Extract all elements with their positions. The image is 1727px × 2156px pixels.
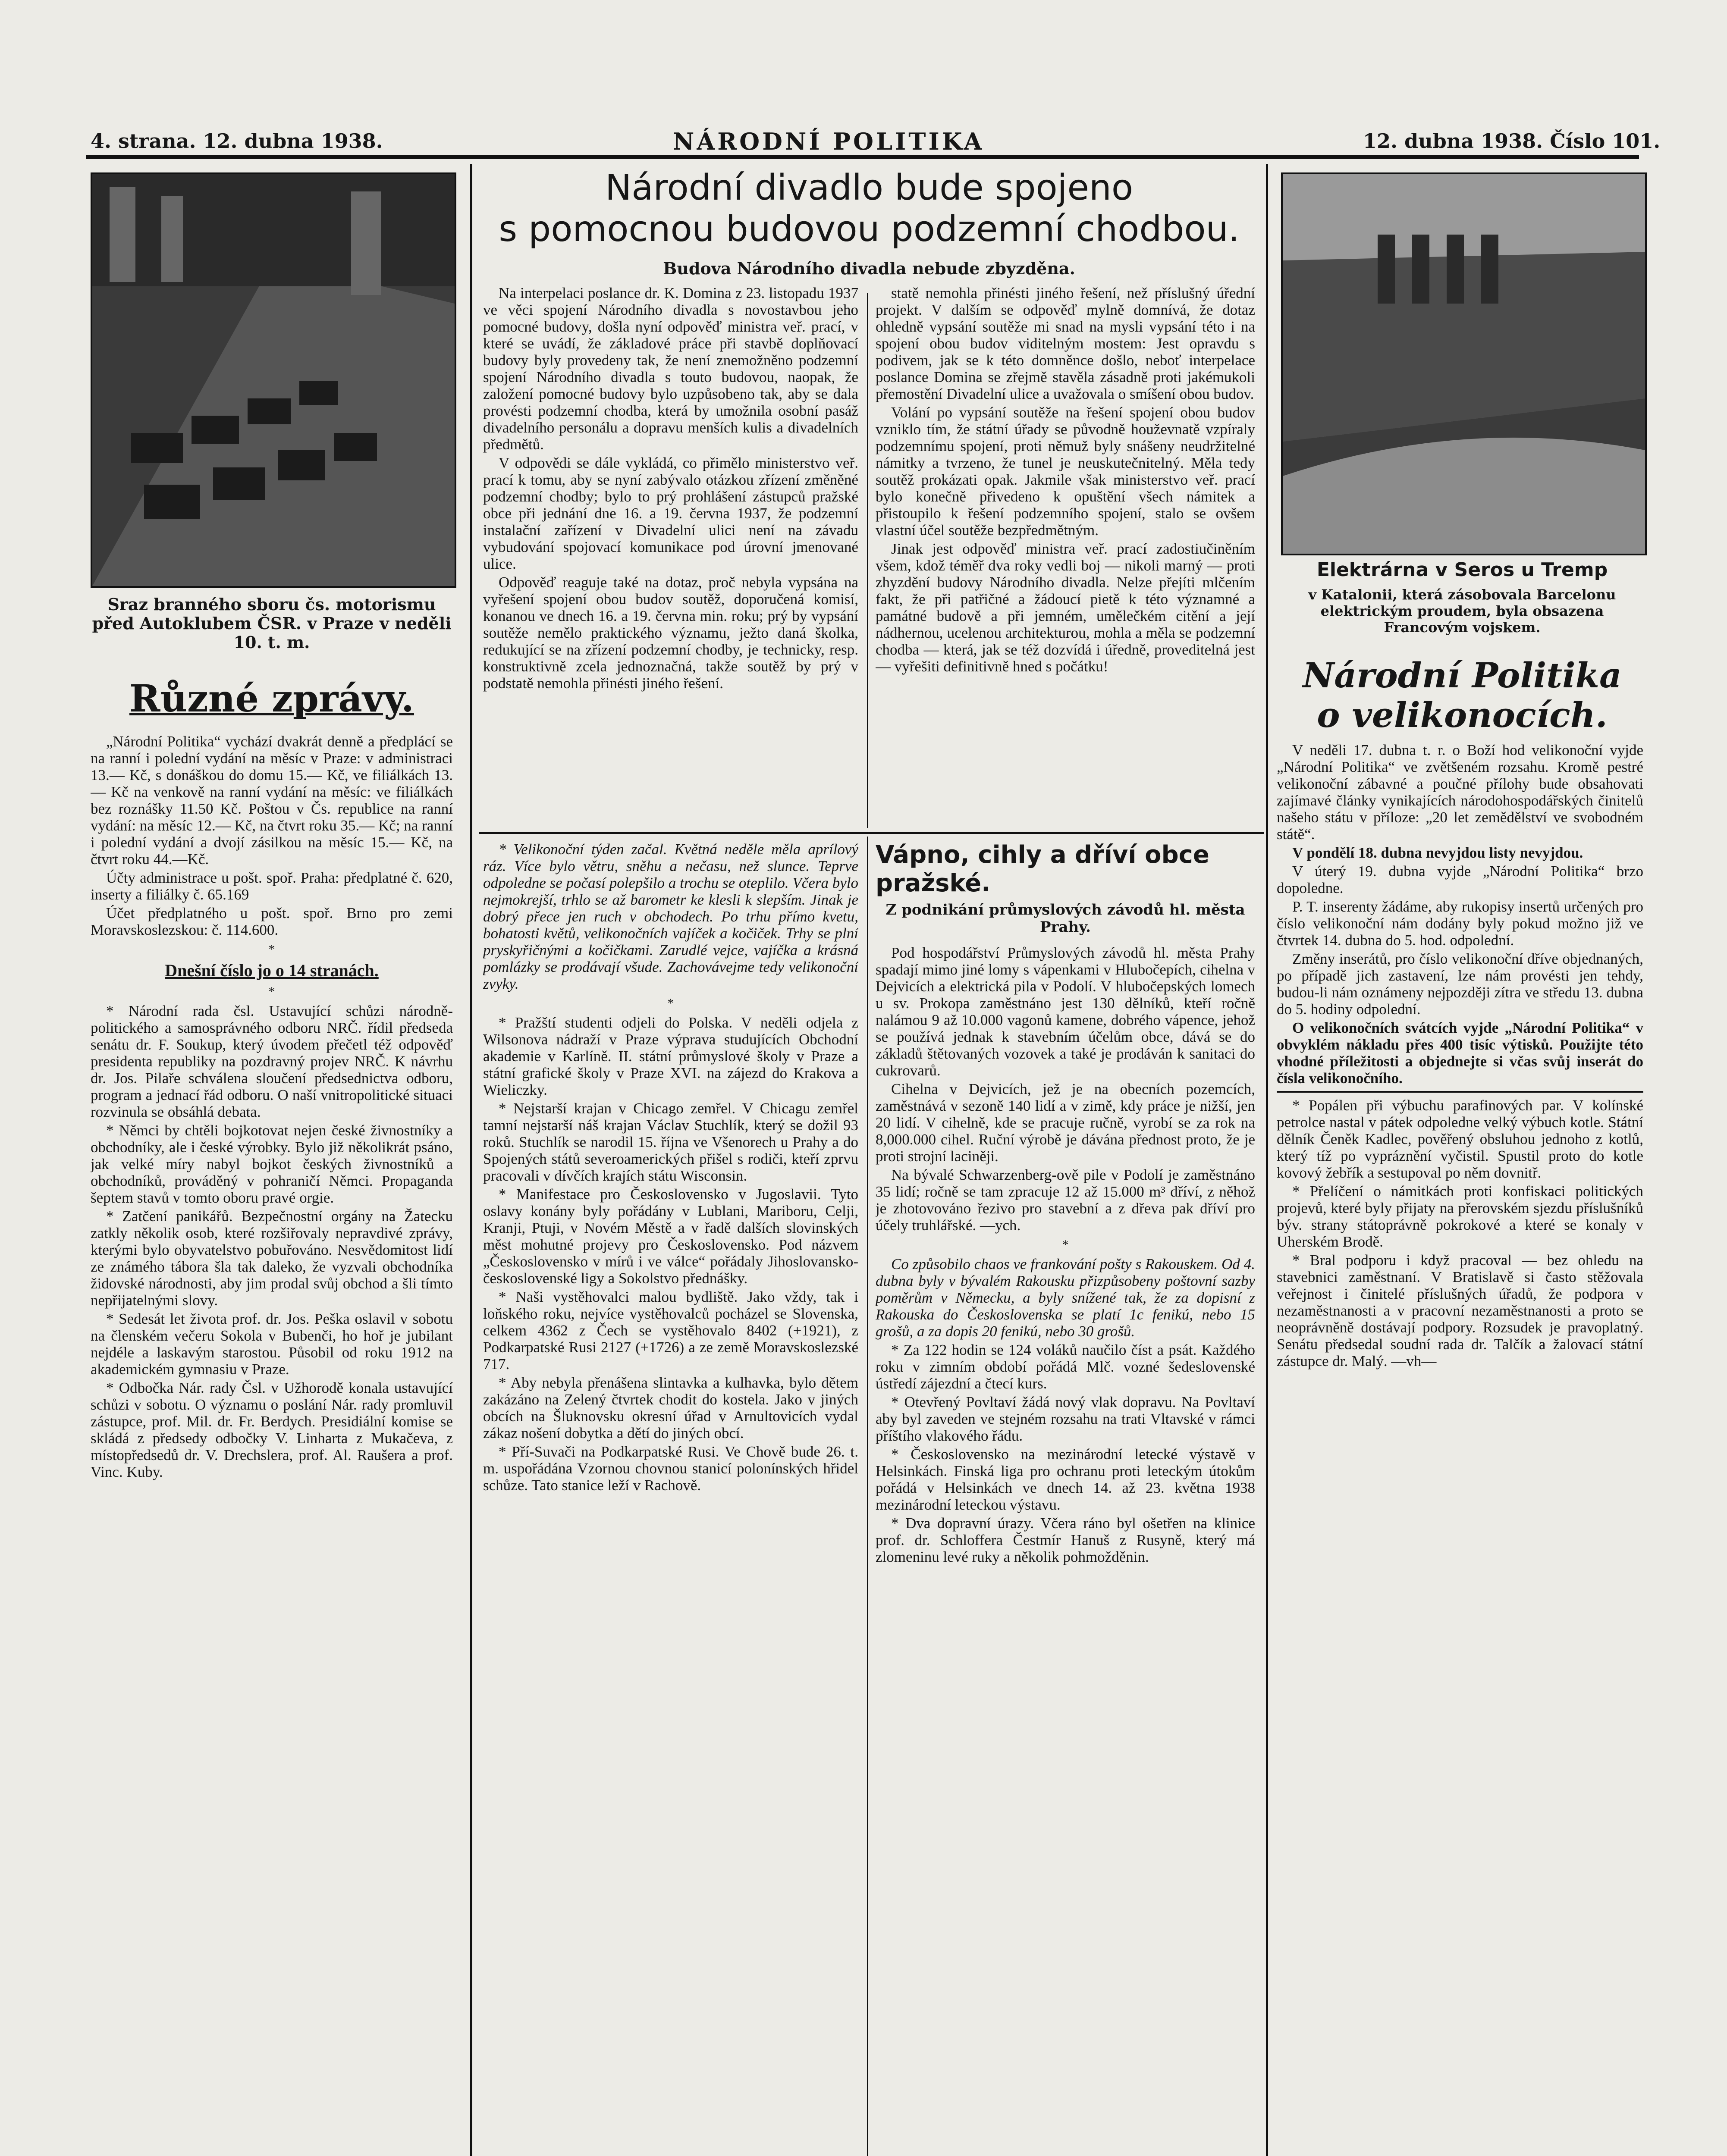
news-item: * Bral podporu i když pracoval — bez ohledu na stavebnici zaměstnaní. V Bratislavě si často stěžovala veřejnost i činitelé příslušných úřadů, že podpora v nezaměstnanosti a v pracovní nezaměstnanosti a proto se neoprávněně dostávají podpory. Rozsudek je pravoplatný. Senátu předsedal soudní rada dr. Talčík a žalovací státní zástupce dr. Malý. —vh— xyxy=(1277,1252,1643,1369)
center-lower-col-b xyxy=(876,944,1255,2156)
brno-account: Účet předplatného u pošt. spoř. Brno pro zemi Moravskoslezskou: č. 114.600. xyxy=(91,905,453,938)
divadlo-col-a xyxy=(483,285,858,828)
article-paragraph: Volání po vypsání soutěže na řešení spojení obou budov vzniklo tím, že státní úřady se původně houževnatě vzpíraly podzemnímu spojení, proti němuž byly snášeny neudržitelné námitky a tvrzeno, že tunel je neuskutečnitelný. Měla tedy soutěž prokázati opak. Jakmile však ministerstvo veř. prací bylo konečně přivedeno k opuštění všech námitek a přistoupilo k řešení podzemního spojení, stalo se ovšem vlastní účel soutěže bezpředmětným. xyxy=(876,404,1255,539)
subscription-info: „Národní Politika“ vychází dvakrát denně a předplácí se na ranní i polední vydání na měsíc v Praze: v administraci 13.— Kč, s donáškou do domu 15.— Kč, ve filiálkách 13.— Kč na venkově na ranní vydání na měsíc: ve filiálkách bez roznášky 11.50 Kč. Poštou v Čs. republice na ranní vydání: na měsíc 12.— Kč, na čtvrt roku 35.— Kč; na ranní i polední vydání a dvojí zásilkou na měsíc 15.— Kč, na čtvrt roku 44.—Kč. xyxy=(91,733,453,868)
news-item: * Československo na mezinárodní letecké výstavě v Helsinkách. Finská liga pro ochranu proti leteckým útokům pořádá v Helsinkách ve dnech 14. až 23. května 1938 mezinárodní leteckou výstavu. xyxy=(876,1446,1255,1513)
article-headline-2: s pomocnou budovou podzemní chodbou. xyxy=(499,209,1240,250)
news-item: Co způsobilo chaos ve frankování pošty s Rakouskem. Od 4. dubna byly v bývalém Rakousku přizpůsobeny poštovní sazby poměrům v Německu, a byly snížené tak, že za dopisní z Rakouska do Československa se platí 1c fenikú, nebo 15 grošů, a za dopis 20 fenikú, nebo 30 grošů. xyxy=(876,1256,1255,1340)
np-notice: P. T. inserenty žádáme, aby rukopisy insertů určených pro číslo velikonoční nám dodány byly pokud možno již ve čtvrtek 14. dubna do 5. hod. odpolední. xyxy=(1277,898,1643,949)
news-item: * Zatčení panikářů. Bezpečnostní orgány na Žatecku zatkly několik osob, které rozšiřovaly nepravdivé zprávy, kterými bylo obyvatelstvo pobuřováno. Nesvědomitost lidí ze známého tábora šla tak daleko, že vyzvali obchodníka židovské národnosti, aby jim prodal svůj obchod a šli tímto nepřijatelnými slovy. xyxy=(91,1208,453,1309)
article-paragraph: statě nemohla přinésti jiného řešení, než příslušný úřední projekt. V dalším se odpověď mylně domnívá, že dotaz ohledně vypsání soutěže mi snad na mysli vypsání této i na spojení obou budov viditelným mostem: Jest opravdu s podivem, jak se k této domněnce došlo, neboť interpelace poslance Domina se zřejmě stavěla zásadně proti jakémukoli přemostění Divadelní ulice a uvažovala o smíšení obou budov. xyxy=(876,285,1255,402)
header-rule xyxy=(86,155,1639,159)
news-item: * Aby nebyla přenášena slintavka a kulhavka, bylo dětem zakázáno na Zelený čtvrtek chodit do kostela. Jako v jiných obcích na Šluknovsku okresní úřad v Arnultovicích vydal zákaz nošení dobytka a dětí do jiných obcí. xyxy=(483,1374,858,1442)
vapno-subtitle: Z podnikání průmyslových závodů hl. města Prahy. xyxy=(885,901,1245,936)
issue-date-number: 12. dubna 1938. Číslo 101. xyxy=(1363,129,1661,153)
column-rule-center xyxy=(867,293,868,828)
news-item: * Přelíčení o námitkách proti konfiskaci politických projevů, které byly přijaty na přerovském sjezdu příslušníků býv. strany státoprávně pokrokové a které se konaly v Uherském Brodě. xyxy=(1277,1183,1643,1250)
news-item: * Pražští studenti odjeli do Polska. V neděli odjela z Wilsonova nádraží v Praze výprava studujících Obchodní akademie v Karlíně. II. státní průmyslové školy v Praze a státní grafické školy v Praze XVI. na zájezd do Krakova a Wieliczky. xyxy=(483,1014,858,1098)
news-item: * Otevřený Povltaví žádá nový vlak dopravu. Na Povltaví aby byl zaveden ve stejném rozsahu na trati Vltavské v rámci příštího vlakového řádu. xyxy=(876,1394,1255,1444)
vapno-paragraph: Na bývalé Schwarzenberg-ově pile v Podolí je zaměstnáno 35 lidí; ročně se tam zpracuje 12 až 15.000 m³ dříví, z něhož je zhotovováno řezivo pro stavební a z dřeva pak dříví pro účely truhlářské. —ych. xyxy=(876,1166,1255,1234)
power-plant-caption: v Katalonii, která zásobovala Barcelonu elektrickým proudem, byla obsazena Francovým vojskem. xyxy=(1308,586,1616,636)
article-subheadline: Budova Národního divadla nebude zbyzděna. xyxy=(663,259,1075,278)
separator: * xyxy=(268,984,275,999)
article-paragraph: V odpovědi se dále vykládá, co přimělo ministerstvo veř. prací k tomu, aby se nyní zabývalo otázkou zřízení změněné podzemní chodby; bylo to prý prohlášení zástupců pražské obce při jednání dne 16. a 19. června 1937, že podzemní instalační zařízení v Divadelní ulici není na závadu vybudování spojovací komunikace pod úrovní jmenované ulice. xyxy=(483,454,858,572)
article-paragraph: Odpověď reaguje také na dotaz, proč nebyla vypsána na vyřešení spojení obou budov soutěž, doporučená komisí, konanou ve dnech 16. a 19. června min. roku; prý by vypsání soutěže nemělo praktického významu, ježto daná školka, redukující se na zřízení podzemní chodby, je technicky, resp. konstruktivně zcela jednoznačná, takže soutěž by prý v podstatě nemohla přinésti jiného řešení. xyxy=(483,574,858,692)
news-item: * Pří-Suvači na Podkarpatské Rusi. Ve Chově bude 26. t. m. uspořádána Vzornou chovnou stanicí polonínských hřidel schůze. Tato stanice leží v Rachově. xyxy=(483,1443,858,1494)
np-notice: V pondělí 18. dubna nevyjdou listy nevyjdou. xyxy=(1292,844,1583,861)
rally-image xyxy=(92,174,455,586)
news-item: * Němci by chtěli bojkotovat nejen české živnostníky a obchodníky, ale i české výrobky. Bylo již několikrát psáno, jak velké míry nabyl bojkot českých živnostníků a obchodníků, prováděný v pohraničí Němci. Propaganda šeptem stavů v tomto oboru pravé orgie. xyxy=(91,1122,453,1206)
column-rule-right xyxy=(1266,164,1268,2156)
article-paragraph: Jinak jest odpověď ministra veř. prací zadostiučiněním všem, kdož téměř dva roky vedli boj — nikoli marný — proti zhyzdění budovy Národního divadla. Nelze přejíti mlčením fakt, že při patřičné a žádoucí pietě k této významné a památné budově a při jemném, umělečkém citění a její nádhernou, ucelenou architekturou, mohla a měla se podzemní chodba — která, jak se též dozvídá i úředně, proveditelná jest — vyřešiti definitivně hned s počátku! xyxy=(876,540,1255,675)
photo-caption-rally: Sraz branného sboru čs. motorismu před Autoklubem ČSR. v Praze v neděli 10. t. m. xyxy=(92,595,452,652)
news-item: * Popálen při výbuchu parafinových par. V kolínské petrolce nastal v pátek odpoledne velký výbuch kotle. Státní dělník Čeněk Kadlec, pověřený obsluhou jednoho z kotlů, který tíž po vypráznění vyčistil. Spustil proto do kotle kovový žebřík a sestupoval po něm dovnitř. xyxy=(1277,1097,1643,1181)
vapno-paragraph: Cihelna v Dejvicích, jež je na obecních pozemcích, zaměstnává v sezoně 140 lidí a v zimě, kdy práce je nižší, jen 20 lidí. V cihelně, kde se pracuje ručně, vyrobí se za rok na 8,000.000 cihel. Ruční výrobě je dávána přednost proto, že je proti strojní laciněji. xyxy=(876,1081,1255,1165)
news-item: * Za 122 hodin se 124 voláků naučilo číst a psát. Každého roku v zimním období pořádá Mlč. vozné šedeslovenské ústředí zájezdní a čtecí kurs. xyxy=(876,1341,1255,1392)
admin-accounts: Účty administrace u pošt. spoř. Praha: předplatné č. 620, inserty a filiálky č. 65.169 xyxy=(91,869,453,903)
news-item: * Národní rada čsl. Ustavující schůzi národně-politického a samosprávného odboru NRČ. řídil předseda senátu dr. F. Soukup, který úvodem přečetl též odpověď presidenta republiky na pozdravný projev NRČ. K návrhu dr. Jos. Pilaře schválena sloučení předsednictva odboru, program a jednací řád odboru. O naší vnitropolitické situaci rozvinula se obsáhlá debata. xyxy=(91,1003,453,1120)
np-notice: V úterý 19. dubna vyjde „Národní Politika“ brzo dopoledne. xyxy=(1277,863,1643,896)
power-plant-caption-title: Elektrárna v Seros u Tremp xyxy=(1316,559,1608,581)
column-rule-center-lower xyxy=(867,837,868,2156)
news-item: * Manifestace pro Československo v Jugoslavii. Tyto oslavy konány byly pořádány v Lublani, Mariboru, Celji, Kranji, Ptuji, v Novém Městě a v řadě dalších slovinských měst mohutné projevy pro Československo. Pod názvem „Československo v mírů i ve válce“ pořádaly Jihoslovansko-československé ligy a Sokolstvo přednášky. xyxy=(483,1186,858,1287)
page-number-date: 4. strana. 12. dubna 1938. xyxy=(91,129,383,153)
news-item: * Nejstarší krajan v Chicago zemřel. V Chicagu zemřel tamní nejstarší náš krajan Václav Stuchlík, který se dožil 93 roků. Stuchlík se narodil 15. října ve Všenorech u Prahy a do Spojených států severoamerických přišel s rodiči, kteří zprvu pracovali v dívčích krajích státu Wisconsin. xyxy=(483,1100,858,1184)
article-headline-1: Národní divadlo bude spojeno xyxy=(605,167,1134,208)
left-column-text xyxy=(91,733,453,2156)
separator: * xyxy=(667,996,674,1010)
masthead: NÁRODNÍ POLITIKA xyxy=(673,128,985,155)
separator: * xyxy=(268,942,275,956)
center-lower-col-a xyxy=(483,841,858,2156)
article-bottom-rule xyxy=(479,832,1264,834)
photo-motorism-rally xyxy=(91,172,456,588)
pages-notice: Dnešní číslo jo o 14 stranách. xyxy=(165,961,379,980)
np-easter-title-1: Národní Politika xyxy=(1303,655,1622,696)
vapno-paragraph: Pod hospodářství Průmyslových závodů hl. města Prahy spadají mimo jiné lomy s vápenkami v Hlubočepích, cihelna v Dejvicích a elektrická pila v Podolí. V hlubočepských lomech u sv. Prokopa zaměstnáno jest 130 dělníků, kteří ročně nalámou 9 až 10.000 vagonů kamene, dobrého vápence, jehož se používá jednak k stavebním účelům obce, dává se do základů štětovaných vozovek a také je prodáván k sanitaci do cukrovarů. xyxy=(876,944,1255,1079)
np-notice: V neděli 17. dubna t. r. o Boží hod velikonoční vyjde „Národní Politika“ ve zvětšeném rozsahu. Kromě pestré velikonoční zábavné a poučné přílohy bude obsahovati zajímavé články vynikajících národohospodářských činitelů našeho státu v příloze: „20 let zemědělství ve svobodném státě“. xyxy=(1277,742,1643,843)
news-item: * Naši vystěhovalci malou bydliště. Jako vždy, tak i loňského roku, nejvíce vystěhovalců pocházel se Slovenska, celkem 4362 z Čech se vystěhovalo 8402 (+1921), z Podkarpatské Rusi 2127 (+1726) a ze země Moravskoslezské 717. xyxy=(483,1288,858,1373)
separator: * xyxy=(1062,1238,1069,1252)
section-title-ruzne-zpravy: Různé zprávy. xyxy=(129,677,414,721)
np-easter-title-2: o velikonocích. xyxy=(1317,695,1608,735)
photo-power-plant xyxy=(1281,172,1647,555)
news-item: * Sedesát let života prof. dr. Jos. Peška oslavil v sobotu na členském večeru Sokola v Bubenči, ho hoř je jubilant nejdéle a laskavým starostou. Působil od roku 1912 na akademickém gymnasiu v Praze. xyxy=(91,1310,453,1378)
velikonocni-item: * Velikonoční týden začal. Květná neděle měla aprílový ráz. Více bylo větru, sněhu a nečasu, než slunce. Teprve odpoledne se počasí polepšilo a trochu se oteplilo. Včera bylo nejmokrejší, trhlo se až barometr ke klesli k slepším. Jinak je dobrý přece jen ruch v obchodech. Po trhu přímo kvetu, bohatosti květů, velikonočních vajíček a kočiček. Trhy se plní pryskyřičnými a kočičkami. Zarudlé vejce, vajíčka a krásná pomlázky se prodávají všude. Zachovávejme tedy velikonoční zvyky. xyxy=(483,841,858,992)
article-paragraph: Na interpelaci poslance dr. K. Domina z 23. listopadu 1937 ve věci spojení Národního divadla s novostavbou jeho pomocné budovy, došla nyní odpověď ministra veř. prací, v které se uvádí, že základové práce při stavbě doplňovací budovy byly provedeny tak, že není znemožněno podzemní spojení Národního divadla s touto budovou, naopak, že založení pomocné budovy bylo uzpůsobeno tak, aby se dala provésti podzemní chodba, která by umožnila osobní pasáž divadelního personálu a dopravu menších kulis a divadelních předmětů. xyxy=(483,285,858,453)
notice-rule xyxy=(1277,1091,1643,1093)
news-item: * Odbočka Nár. rady Čsl. v Užhorodě konala ustavující schůzi v sobotu. O významu o poslání Nár. rady promluvil zástupce, prof. Mil. dr. Fr. Berdych. Presidiální komise se skládá z předsedy odbočky V. Linharta z Mukačeva, z místopředsedů dr. V. Drechslera, prof. Al. Raušera a prof. Vinc. Kuby. xyxy=(91,1379,453,1480)
divadlo-col-b xyxy=(876,285,1255,828)
right-column-text xyxy=(1277,742,1643,2156)
np-notice: O velikonočních svátcích vyjde „Národní Politika“ v obvyklém nákladu přes 400 tisíc výtisků. Použijte této vhodné příležitosti a objednejte si včas svůj inserát do čísla velikonočního. xyxy=(1277,1019,1643,1087)
news-item: * Dva dopravní úrazy. Včera ráno byl ošetřen na klinice prof. dr. Schloffera Čestmír Hanuš z Rusyně, který má zlomeninu levé ruky a několik pohmožděnin. xyxy=(876,1515,1255,1565)
vapno-title: Vápno, cihly a dříví obce pražské. xyxy=(876,841,1209,897)
column-rule-left xyxy=(470,164,472,2156)
power-plant-image xyxy=(1283,174,1645,554)
np-notice: Změny inserátů, pro číslo velikonoční dříve objednaných, po případě jich zastavení, lze nám provésti jen tehdy, budou-li nám oznámeny nejpozději zítra ve středu 13. dubna do 5. hodiny odpolední. xyxy=(1277,950,1643,1018)
